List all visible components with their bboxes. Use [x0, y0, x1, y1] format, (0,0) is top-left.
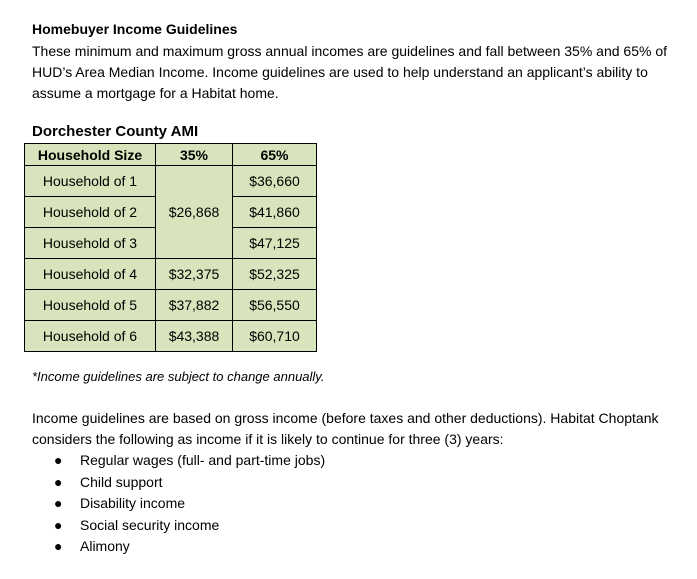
income-35-cell: $32,375	[156, 259, 233, 290]
bullet-icon: ●	[54, 495, 63, 511]
table-row	[25, 259, 317, 290]
income-65-cell: $52,325	[233, 259, 317, 290]
income-35-cell: $43,388	[156, 321, 233, 352]
header-35-percent: 35%	[156, 144, 233, 166]
income-35-cell: $37,882	[156, 290, 233, 321]
list-item-text: Alimony	[80, 538, 130, 554]
header-65-percent: 65%	[233, 144, 317, 166]
income-65-cell: $60,710	[233, 321, 317, 352]
list-item	[32, 472, 325, 494]
list-item	[32, 450, 325, 472]
list-item	[32, 536, 325, 558]
household-size-cell: Household of 6	[25, 321, 156, 352]
table-header-row	[25, 144, 317, 166]
income-65-cell: $36,660	[233, 166, 317, 197]
bullet-icon: ●	[54, 473, 63, 490]
household-size-cell: Household of 4	[25, 259, 156, 290]
annual-change-note: *Income guidelines are subject to change annually.	[32, 369, 325, 384]
income-65-cell: $41,860	[233, 197, 317, 228]
income-65-cell: $56,550	[233, 290, 317, 321]
list-item-text: Child support	[80, 473, 163, 490]
list-item	[32, 493, 325, 515]
table-row	[25, 290, 317, 321]
header-household-size: Household Size	[25, 144, 156, 166]
household-size-cell: Household of 5	[25, 290, 156, 321]
table-row	[25, 321, 317, 352]
list-item-text: Disability income	[80, 495, 186, 511]
bullet-icon: ●	[54, 452, 63, 468]
table-title: Dorchester County AMI	[32, 123, 199, 140]
household-size-cell: Household of 2	[25, 197, 156, 228]
intro-paragraph: These minimum and maximum gross annual incomes are guidelines and fall between 35% and 65% of HUD’s Area Median Income. Income guidelines are used to help understand an applicant’s ability to assume a mortgage for a Habitat home.	[32, 43, 668, 101]
income-types-list	[32, 450, 325, 558]
income-35-merged-cell: $26,868	[156, 166, 233, 259]
income-65-cell: $47,125	[233, 228, 317, 259]
table-row	[25, 166, 317, 197]
bullet-icon: ●	[54, 516, 63, 533]
ami-table	[24, 143, 317, 352]
bullet-icon: ●	[54, 538, 63, 554]
income-basis-paragraph: Income guidelines are based on gross income (before taxes and other deductions). Habitat Choptank considers the following as income if it is likely to continue for three (3) years:	[32, 410, 659, 447]
list-item-text: Social security income	[80, 516, 220, 533]
household-size-cell: Household of 3	[25, 228, 156, 259]
household-size-cell: Household of 1	[25, 166, 156, 197]
page-heading: Homebuyer Income Guidelines	[32, 21, 238, 37]
list-item-text: Regular wages (full- and part-time jobs)	[80, 452, 326, 468]
list-item	[32, 515, 325, 537]
